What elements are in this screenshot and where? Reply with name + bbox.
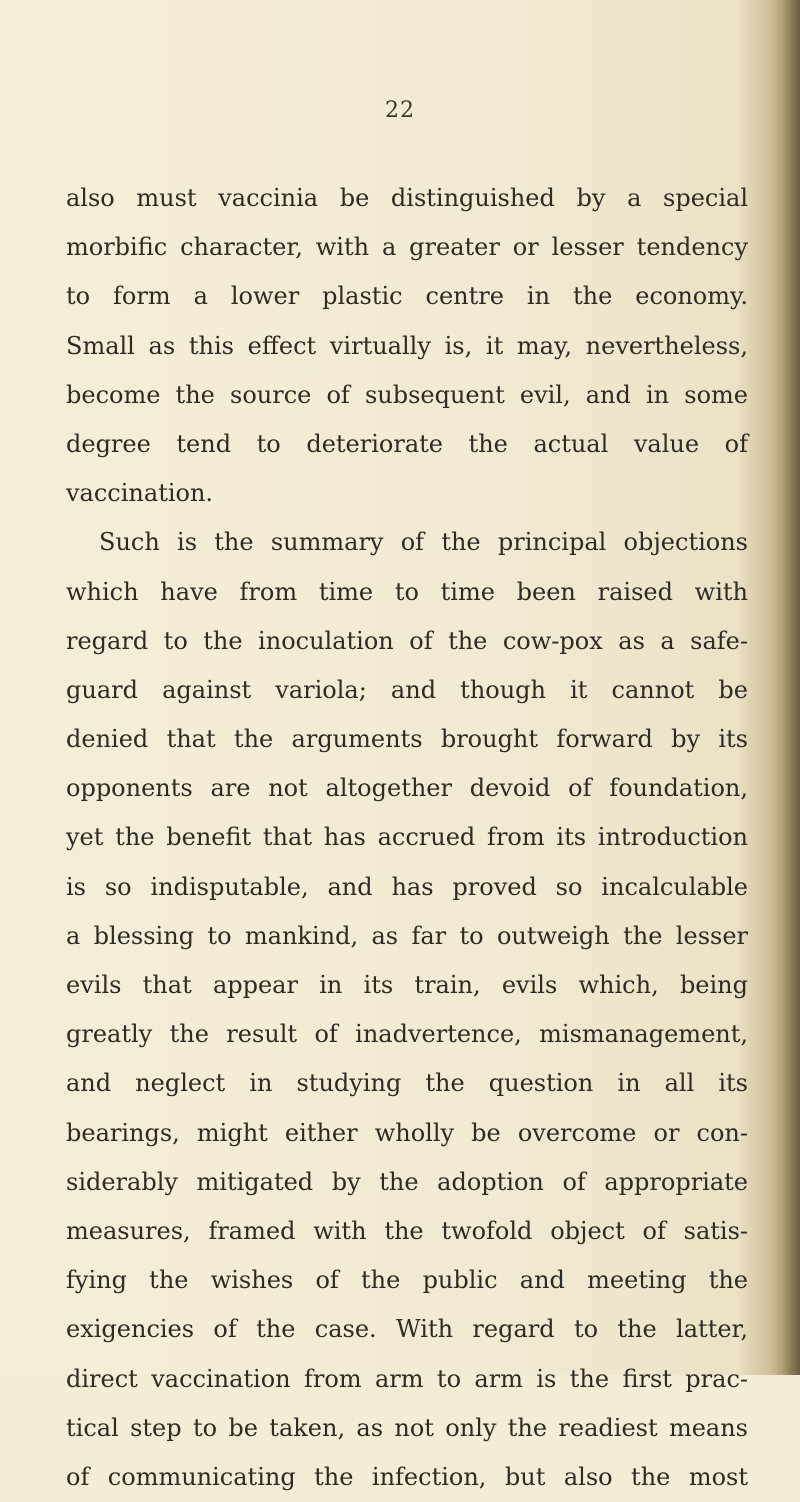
text-line: to form a lower plastic centre in the economy. [66, 282, 748, 311]
page-edge-shadow [770, 0, 800, 1375]
text-line: greatly the result of inadvertence, mismanagement, [66, 1020, 748, 1049]
page-number: 22 [385, 98, 415, 123]
text-line: and neglect in studying the question in all its [66, 1069, 748, 1098]
text-line: fying the wishes of the public and meeting the [66, 1266, 748, 1295]
text-line: bearings, might either wholly be overcome or con- [66, 1118, 748, 1147]
text-line: opponents are not altogether devoid of foundation, [66, 774, 748, 803]
text-line: exigencies of the case. With regard to the latter, [66, 1315, 748, 1344]
text-line: yet the benefit that has accrued from its introduction [66, 823, 748, 852]
text-line: morbific character, with a greater or lesser tendency [66, 233, 748, 262]
text-line: a blessing to mankind, as far to outweigh the lesser [66, 921, 748, 950]
text-line: also must vaccinia be distinguished by a special [66, 184, 748, 212]
text-line: vaccination. [66, 479, 214, 508]
text-line: of communicating the infection, but also the most [66, 1462, 748, 1491]
text-line: become the source of subsequent evil, and in some [66, 380, 748, 409]
text-line: degree tend to deteriorate the actual value of [66, 429, 748, 458]
text-line: denied that the arguments brought forward by its [66, 725, 748, 754]
text-line: regard to the inoculation of the cow-pox as a safe- [66, 626, 748, 655]
text-line: siderably mitigated by the adoption of appropriate [66, 1167, 748, 1196]
body-text [66, 174, 748, 1502]
text-line: evils that appear in its train, evils which, being [66, 971, 748, 999]
text-line: guard against variola; and though it cannot be [66, 675, 748, 704]
text-line: Such is the summary of the principal objections [99, 528, 748, 557]
text-line: measures, framed with the twofold object of satis- [66, 1216, 748, 1245]
text-line: Small as this effect virtually is, it may, nevertheless, [66, 331, 748, 360]
text-line: which have from time to time been raised with [66, 577, 748, 606]
text-line: is so indisputable, and has proved so incalculable [66, 872, 748, 901]
text-line: tical step to be taken, as not only the readiest means [66, 1413, 748, 1442]
text-line: direct vaccination from arm to arm is the first prac- [66, 1364, 748, 1393]
